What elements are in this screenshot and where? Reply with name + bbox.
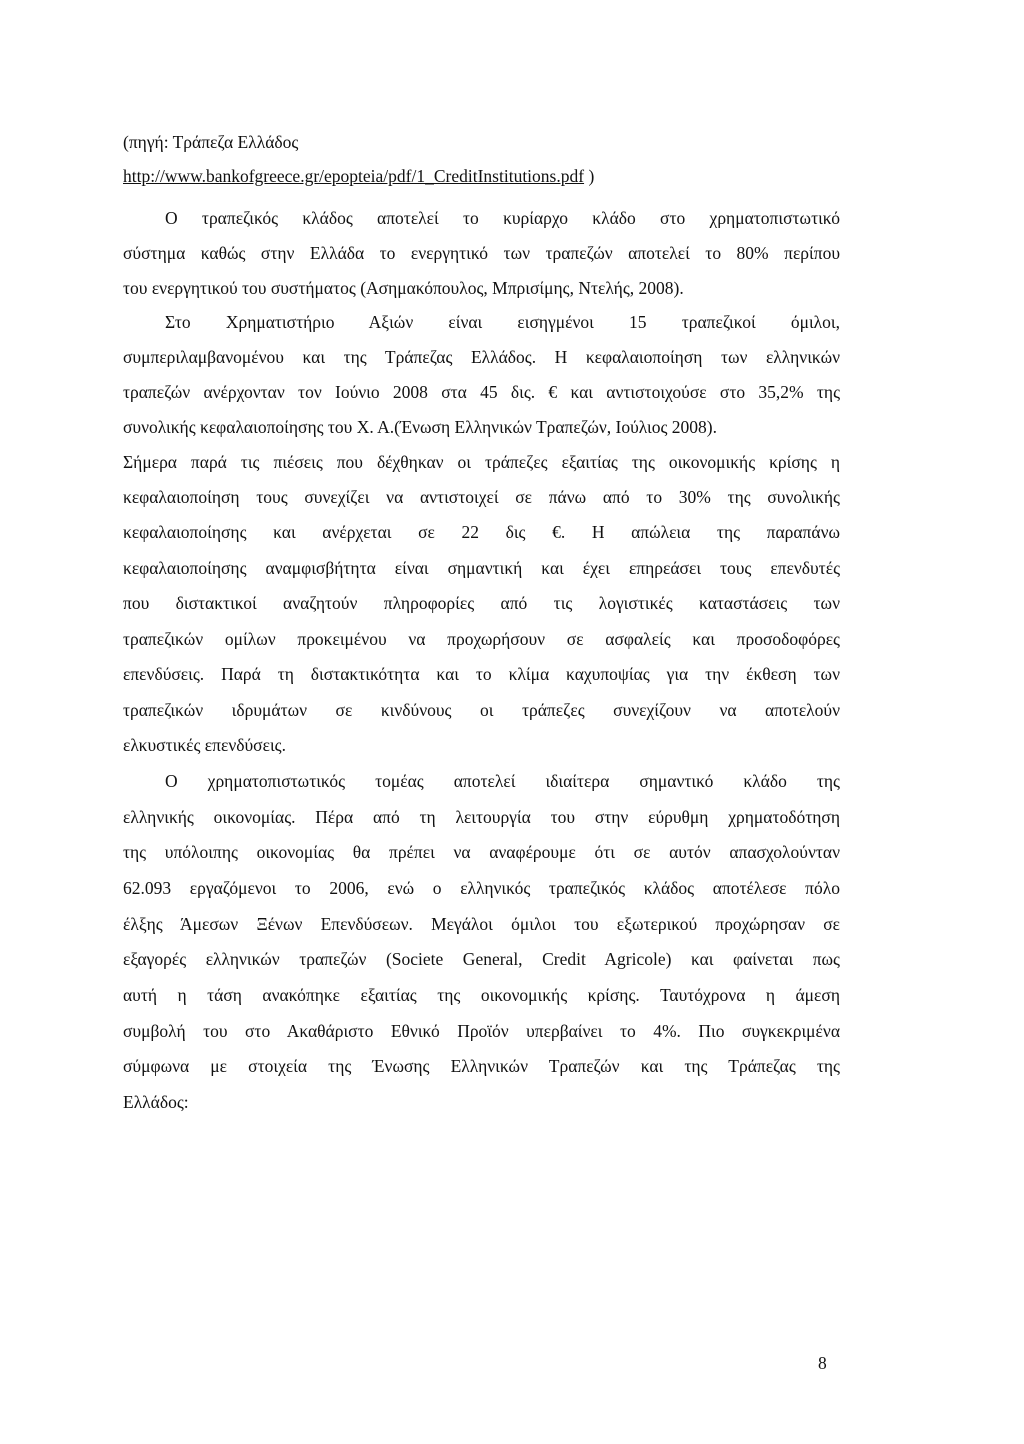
text-line: τραπεζικών ιδρυμάτων σε κινδύνους οι τράπεζες συνεχίζουν να αποτελούν (123, 700, 840, 720)
text-line: τραπεζικών ομίλων προκειμένου να προχωρήσουν σε ασφαλείς και προσοδοφόρες (123, 629, 840, 649)
text-line: κεφαλαιοποίησης και ανέρχεται σε 22 δις €. Η απώλεια της παραπάνω (123, 522, 840, 542)
text-line: ελκυστικές επενδύσεις. (123, 735, 286, 755)
text-line: σύστημα καθώς στην Ελλάδα το ενεργητικό των τραπεζών αποτελεί το 80% περίπου (123, 243, 840, 263)
text-line: σύμφωνα με στοιχεία της Ένωσης Ελληνικών Τραπεζών και της Τράπεζας της (123, 1056, 840, 1076)
text-line: Σήμερα παρά τις πιέσεις που δέχθηκαν οι τράπεζες εξαιτίας της οικονομικής κρίσης η (123, 452, 840, 472)
text-line: αυτή η τάση ανακόπηκε εξαιτίας της οικονομικής κρίσης. Ταυτόχρονα η άμεση (123, 985, 840, 1005)
text-line: που διστακτικοί αναζητούν πληροφορίες από τις λογιστικές καταστάσεις των (123, 593, 840, 613)
text-line: Ο τραπεζικός κλάδος αποτελεί το κυρίαρχο κλάδο στο χρηματοπιστωτικό (165, 208, 840, 228)
text-line: Στο Χρηματιστήριο Αξιών είναι εισηγμένοι 15 τραπεζικοί όμιλοι, (165, 312, 840, 332)
text-line: της υπόλοιπης οικονομίας θα πρέπει να αναφέρουμε ότι σε αυτόν απασχολούνταν (123, 842, 840, 862)
text-line: ελληνικής οικονομίας. Πέρα από τη λειτουργία του στην εύρυθμη χρηματοδότηση (123, 807, 840, 827)
text-line: συνολικής κεφαλαιοποίησης του Χ. Α.(Ένωση Ελληνικών Τραπεζών, Ιούλιος 2008). (123, 417, 718, 437)
text-line: Ελλάδος: (123, 1092, 189, 1112)
text-line: εξαγορές ελληνικών τραπεζών (Societe General, Credit Agricole) και φαίνεται πως (123, 949, 840, 969)
text-line: κεφαλαιοποίηση τους συνεχίζει να αντιστοιχεί σε πάνω από το 30% της συνολικής (123, 487, 840, 507)
text-line: έλξης Άμεσων Ξένων Επενδύσεων. Μεγάλοι όμιλοι του εξωτερικού προχώρησαν σε (123, 914, 840, 934)
source-close: ) (584, 166, 595, 186)
text-line: του ενεργητικού του συστήματος (Ασημακόπουλος, Μπρισίμης, Ντελής, 2008). (123, 278, 684, 298)
text-line: Ο χρηματοπιστωτικός τομέας αποτελεί ιδιαίτερα σημαντικό κλάδο της (165, 771, 840, 791)
source-label: (πηγή: Τράπεζα Ελλάδος (123, 132, 299, 152)
page-number: 8 (818, 1353, 827, 1373)
text-line: τραπεζών ανέρχονταν τον Ιούνιο 2008 στα 45 δις. € και αντιστοιχούσε στο 35,2% της (123, 382, 840, 402)
text-line: κεφαλαιοποίησης αναμφισβήτητα είναι σημαντική και έχει επηρεάσει τους επενδυτές (123, 558, 840, 578)
source-link[interactable]: http://www.bankofgreece.gr/epopteia/pdf/1_CreditInstitutions.pdf (123, 166, 585, 186)
source-line (123, 165, 840, 187)
text-line: 62.093 εργαζόμενοι το 2006, ενώ ο ελληνικός τραπεζικός κλάδος αποτέλεσε πόλο (123, 878, 840, 898)
text-line: συμπεριλαμβανομένου και της Τράπεζας Ελλάδος. Η κεφαλαιοποίηση των ελληνικών (123, 347, 840, 367)
text-line: επενδύσεις. Παρά τη διστακτικότητα και το κλίμα καχυποψίας για την έκθεση των (123, 664, 840, 684)
text-line: συμβολή του στο Ακαθάριστο Εθνικό Προϊόν υπερβαίνει το 4%. Πιο συγκεκριμένα (123, 1021, 840, 1041)
